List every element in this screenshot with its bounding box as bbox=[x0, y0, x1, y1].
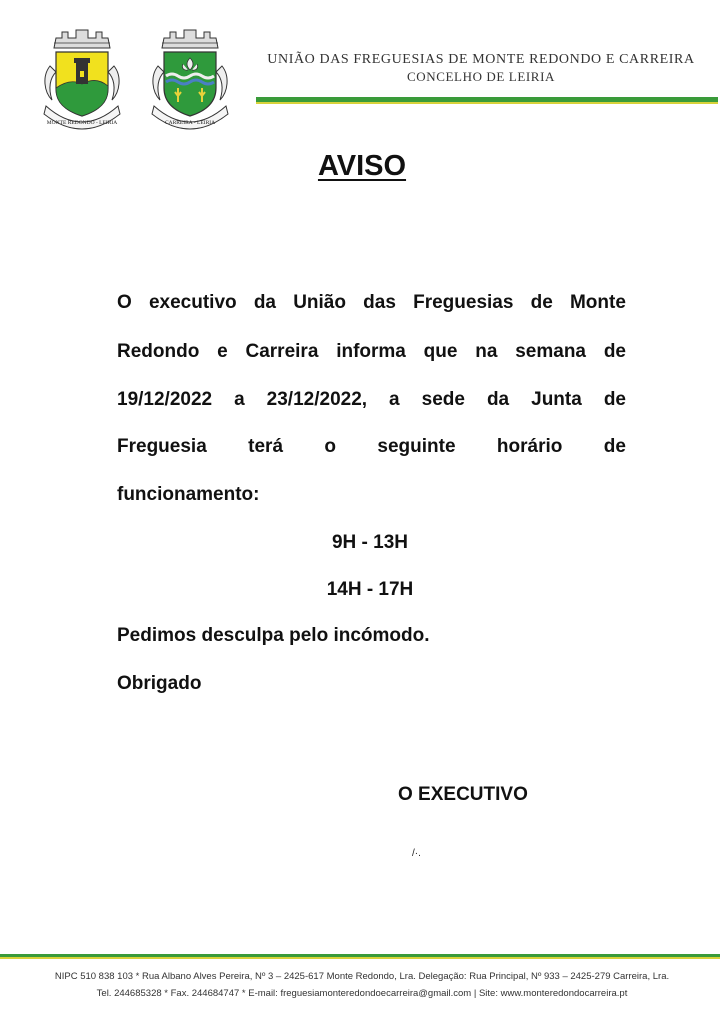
signature-mark: /·. bbox=[412, 848, 421, 859]
schedule-afternoon: 14H - 17H bbox=[326, 579, 414, 600]
monte-redondo-crest bbox=[40, 26, 124, 136]
footer-contacts: Tel. 244685328 * Fax. 244684747 * E-mail: freguesiamonteredondoecarreira@gmail.com | Site: www.monteredondocarreira.pt bbox=[96, 988, 628, 999]
paragraph-line-4: Freguesia terá o seguinte horário de bbox=[117, 436, 626, 457]
thanks-text: Obrigado bbox=[117, 673, 202, 694]
council-name: CONCELHO DE LEIRIA bbox=[406, 69, 555, 84]
paragraph-line-3: 19/12/2022 a 23/12/2022, a sede da Junta de bbox=[117, 389, 626, 410]
paragraph-line-2: Redondo e Carreira informa que na semana de bbox=[117, 341, 626, 362]
apology-text: Pedimos desculpa pelo incómodo. bbox=[117, 625, 430, 646]
paragraph-line-1: O executivo da União das Freguesias de Monte bbox=[117, 292, 626, 313]
crest-right-motto: CARREIRA - LEIRIA bbox=[164, 120, 216, 126]
crest-left-motto: MONTE REDONDO - LEIRIA bbox=[46, 120, 118, 126]
footer-address: NIPC 510 838 103 * Rua Albano Alves Pereira, Nº 3 – 2425-617 Monte Redondo, Lra. Delegação: Rua Principal, Nº 933 – 2425-279 Carreira, Lra. bbox=[54, 971, 670, 982]
header-divider-yellow bbox=[256, 102, 718, 104]
schedule-morning: 9H - 13H bbox=[331, 532, 409, 553]
footer-divider-yellow bbox=[0, 957, 720, 959]
carreira-crest bbox=[148, 26, 232, 136]
notice-title: AVISO bbox=[317, 150, 407, 182]
signature: O EXECUTIVO bbox=[398, 784, 528, 805]
paragraph-line-5: funcionamento: bbox=[117, 484, 260, 505]
organization-name: UNIÃO DAS FREGUESIAS DE MONTE REDONDO E CARREIRA bbox=[267, 52, 695, 67]
